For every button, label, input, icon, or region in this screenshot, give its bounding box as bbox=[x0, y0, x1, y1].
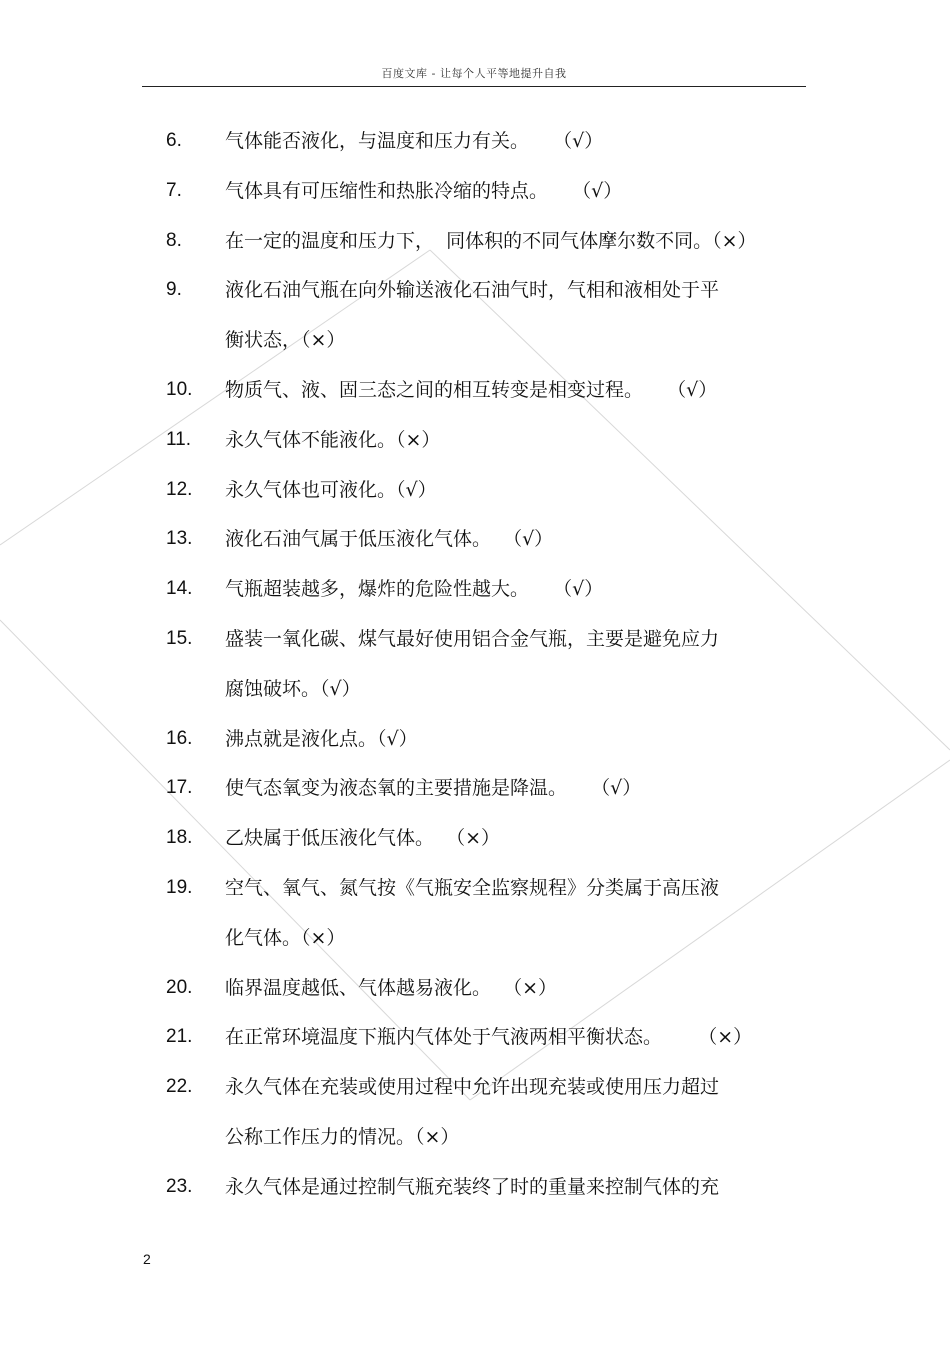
item-text: 使气态氧变为液态氧的主要措施是降温。 （√） bbox=[225, 777, 642, 800]
list-item bbox=[0, 714, 950, 764]
item-number: 17. bbox=[166, 777, 193, 799]
item-text: 盛装一氧化碳、煤气最好使用铝合金气瓶，主要是避免应力 bbox=[225, 627, 720, 650]
item-text: 气瓶超装越多，爆炸的危险性越大。 （√） bbox=[225, 578, 604, 601]
list-item-continuation bbox=[0, 1112, 950, 1162]
item-text: 衡状态，（×） bbox=[225, 329, 346, 352]
item-number: 11. bbox=[166, 428, 192, 450]
item-text: 永久气体在充装或使用过程中允许出现充装或使用压力超过 bbox=[225, 1076, 720, 1099]
list-item bbox=[0, 415, 950, 465]
item-text: 公称工作压力的情况。（×） bbox=[225, 1125, 460, 1148]
header-text: 百度文库 - 让每个人平等地提升自我 bbox=[381, 67, 567, 80]
item-text: 腐蚀破坏。（√） bbox=[225, 677, 361, 700]
list-item-continuation bbox=[0, 913, 950, 963]
item-number: 10. bbox=[166, 378, 193, 400]
item-number: 12. bbox=[166, 478, 193, 500]
list-item bbox=[0, 863, 950, 913]
item-number: 22. bbox=[166, 1076, 193, 1098]
item-number: 15. bbox=[166, 627, 193, 649]
item-text: 永久气体是通过控制气瓶充装终了时的重量来控制气体的充 bbox=[225, 1175, 720, 1198]
item-text: 气体能否液化，与温度和压力有关。 （√） bbox=[225, 130, 604, 152]
list-item bbox=[0, 963, 950, 1013]
item-number: 13. bbox=[166, 528, 193, 550]
item-text: 临界温度越低、气体越易液化。 （×） bbox=[225, 976, 557, 999]
item-text: 沸点就是液化点。（√） bbox=[225, 727, 418, 750]
item-text: 液化石油气属于低压液化气体。 （√） bbox=[225, 528, 554, 551]
item-number: 20. bbox=[166, 976, 193, 998]
question-list bbox=[0, 116, 950, 1212]
item-text: 化气体。（×） bbox=[225, 926, 346, 949]
item-number: 21. bbox=[166, 1026, 193, 1048]
item-number: 7. bbox=[166, 179, 182, 201]
item-number: 8. bbox=[166, 229, 182, 251]
list-item bbox=[0, 1162, 950, 1212]
list-item bbox=[0, 216, 950, 266]
list-item bbox=[0, 1012, 950, 1062]
list-item bbox=[0, 265, 950, 315]
page-header bbox=[142, 64, 806, 87]
list-item bbox=[0, 116, 950, 166]
item-text: 在正常环境温度下瓶内气体处于气液两相平衡状态。 （×） bbox=[225, 1026, 753, 1049]
item-number: 6. bbox=[166, 130, 182, 151]
page-number: 2 bbox=[143, 1251, 151, 1267]
item-text: 永久气体不能液化。（×） bbox=[225, 428, 441, 451]
item-text: 物质气、液、固三态之间的相互转变是相变过程。 （√） bbox=[225, 378, 718, 401]
item-number: 16. bbox=[166, 727, 193, 749]
list-item bbox=[0, 763, 950, 813]
item-text: 气体具有可压缩性和热胀冷缩的特点。 （√） bbox=[225, 179, 623, 202]
item-text: 永久气体也可液化。（√） bbox=[225, 478, 437, 501]
list-item bbox=[0, 813, 950, 863]
item-text: 空气、氧气、氮气按《气瓶安全监察规程》分类属于高压液 bbox=[225, 876, 720, 899]
list-item bbox=[0, 614, 950, 664]
item-text: 液化石油气瓶在向外输送液化石油气时，气相和液相处于平 bbox=[225, 279, 720, 302]
list-item bbox=[0, 564, 950, 614]
list-item bbox=[0, 166, 950, 216]
item-number: 18. bbox=[166, 827, 193, 849]
item-number: 14. bbox=[166, 578, 193, 600]
item-number: 23. bbox=[166, 1175, 193, 1197]
list-item bbox=[0, 1062, 950, 1112]
list-item bbox=[0, 514, 950, 564]
item-text: 在一定的温度和压力下， 同体积的不同气体摩尔数不同。（×） bbox=[225, 229, 757, 252]
item-number: 19. bbox=[166, 876, 193, 898]
list-item-continuation bbox=[0, 664, 950, 714]
item-text: 乙炔属于低压液化气体。 （×） bbox=[225, 827, 500, 850]
list-item-continuation bbox=[0, 315, 950, 365]
list-item bbox=[0, 465, 950, 515]
item-number: 9. bbox=[166, 279, 182, 301]
list-item bbox=[0, 365, 950, 415]
